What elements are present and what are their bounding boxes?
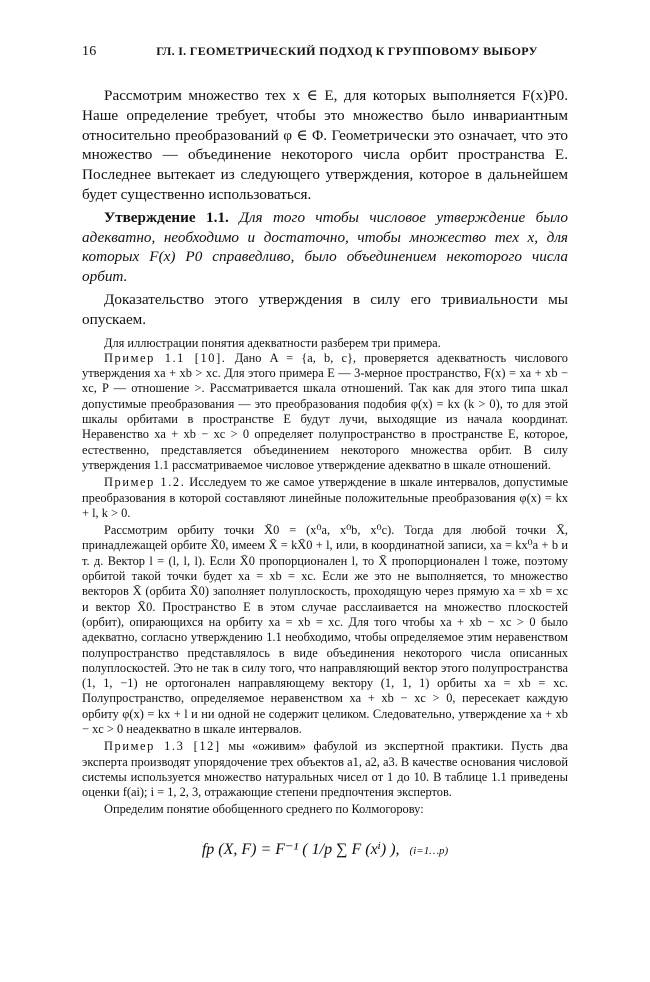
- paragraph-orbits-intro: Рассмотрим множество тех x ∈ E, для которых выполняется F(x)P0. Наше определение требует, чтобы это множество было инвариантным относительно преобразований φ ∈ Φ. Геометрически это означает, что это множество — объединение некоторого числа орбит пространства E. Последнее вытекает из следующего утверждения, которое в дальнейшем будет существенно использоваться.: [82, 87, 568, 203]
- statement-label: Утверждение 1.1.: [104, 208, 229, 226]
- kolmogorov-formula: [82, 830, 568, 871]
- sum-limits: (i=1…p): [409, 844, 449, 857]
- sum-upper-limit: p: [438, 844, 445, 857]
- example-1-3-text: мы «оживим» фабулой из экспертной практики. Пусть два эксперта производят упорядочение трех объектов a1, a2, a3. В качестве основания числовой системы используется множество натуральных чисел от 1 до 10. В таблице 1.1 приведены оценки f(ai); i = 1, 2, 3, отражающие степени предпочтения экспертов.: [82, 739, 568, 800]
- paragraph-orbit-analysis: Рассмотрим орбиту точки X̄0 = (x⁰a, x⁰b, x⁰c). Тогда для любой точки X̄, принадлежащей орбите X̄0, имеем X̄ = kX̄0 + l, или, в координатной записи, xa = kx⁰a + b и т. д. Вектор l = (l, l, l). Если X̄0 пропорционален l, то X̄ пропорционален l тоже, поэтому орбитой такой точки будет xa = xb = xc. Если же это не выполняется, то множество векторов X̄ (орбита X̄0) заполняет полуплоскость, проходящую через прямую xa = xb = xc и вектор X̄0. Пространство E в этом случае расслаивается на множество плоскостей (орбит), опирающихся на орбиту xa = xb = xc. Для того чтобы xa + xb − xc > 0 было адекватно, согласно утверждению 1.1 необходимо, чтобы определяемое этим неравенством полупространство представлялось в виде объединения некоторого числа описанных полуплоскостей. Это не так в силу того, что направляющий вектор этого полупространства (1, 1, −1) не ортогонален направляющему вектору (1, 1, 1) орбиты xa = xb = xc. Полупространство, определяемое неравенством xa + xb − xc > 0, пересекает каждую орбиту φ(x) = kx + l и ни одной не содержит целиком. Следовательно, утверждение xa + xb − xc > 0 неадекватно в шкале интервалов.: [82, 523, 568, 736]
- statement-1-1: [82, 208, 568, 287]
- formula-text: fp (X, F) = F⁻¹ ( 1/p ∑ F (xⁱ) ),: [201, 840, 400, 858]
- example-1-3-label: Пример 1.3 [12]: [104, 739, 221, 754]
- running-header: [82, 44, 568, 68]
- sum-lower-limit: i=1: [413, 844, 430, 857]
- example-1-2-text: Исследуем то же самое утверждение в шкале интервалов, допустимые преобразования в которой составляют линейные положительные преобразования φ(x) = kx + l, k > 0.: [82, 475, 568, 520]
- statement-text: Для того чтобы числовое утверждение было адекватно, необходимо и достаточно, чтобы множество тех x, для которых F(x) P0 справедливо, было объединением некоторого числа орбит.: [82, 208, 568, 286]
- example-1-2: [82, 475, 568, 521]
- paragraph-kolmogorov-mean: Определим понятие обобщенного среднего по Колмогорову:: [104, 802, 424, 817]
- running-title: ГЛ. I. ГЕОМЕТРИЧЕСКИЙ ПОДХОД К ГРУППОВОМУ ВЫБОРУ: [156, 44, 538, 58]
- example-1-1: [82, 351, 568, 473]
- example-1-2-label: Пример 1.2.: [104, 475, 186, 490]
- paragraph-proof-omitted: Доказательство этого утверждения в силу его тривиальности мы опускаем.: [82, 290, 568, 328]
- example-1-3: [82, 739, 568, 800]
- paragraph-examples-intro: Для иллюстрации понятия адекватности разберем три примера.: [104, 335, 441, 350]
- example-1-1-label: Пример 1.1 [10].: [104, 350, 227, 365]
- example-1-1-text: Дано A = {a, b, c}, проверяется адекватность числового утверждения xa + xb > xc. Для этого примера E — 3-мерное пространство, F(x) = xa + xb − xc, P — отношение >. Рассматривается шкала отношений. Так как для этого типа шкал допустимые преобразования — это преобразования подобия φ(x) = kx (k > 0), то для этой шкалы орбитами в пространстве E будут лучи, выходящие из начала координат. Неравенство xa + xb − xc > 0 определяет полупространство в пространстве E, которое, естественно, представляется объединением некоторого множества орбит. В силу утверждения 1.1 рассматриваемое числовое утверждение адекватно в шкале отношений.: [82, 350, 568, 472]
- page-number: 16: [82, 44, 97, 59]
